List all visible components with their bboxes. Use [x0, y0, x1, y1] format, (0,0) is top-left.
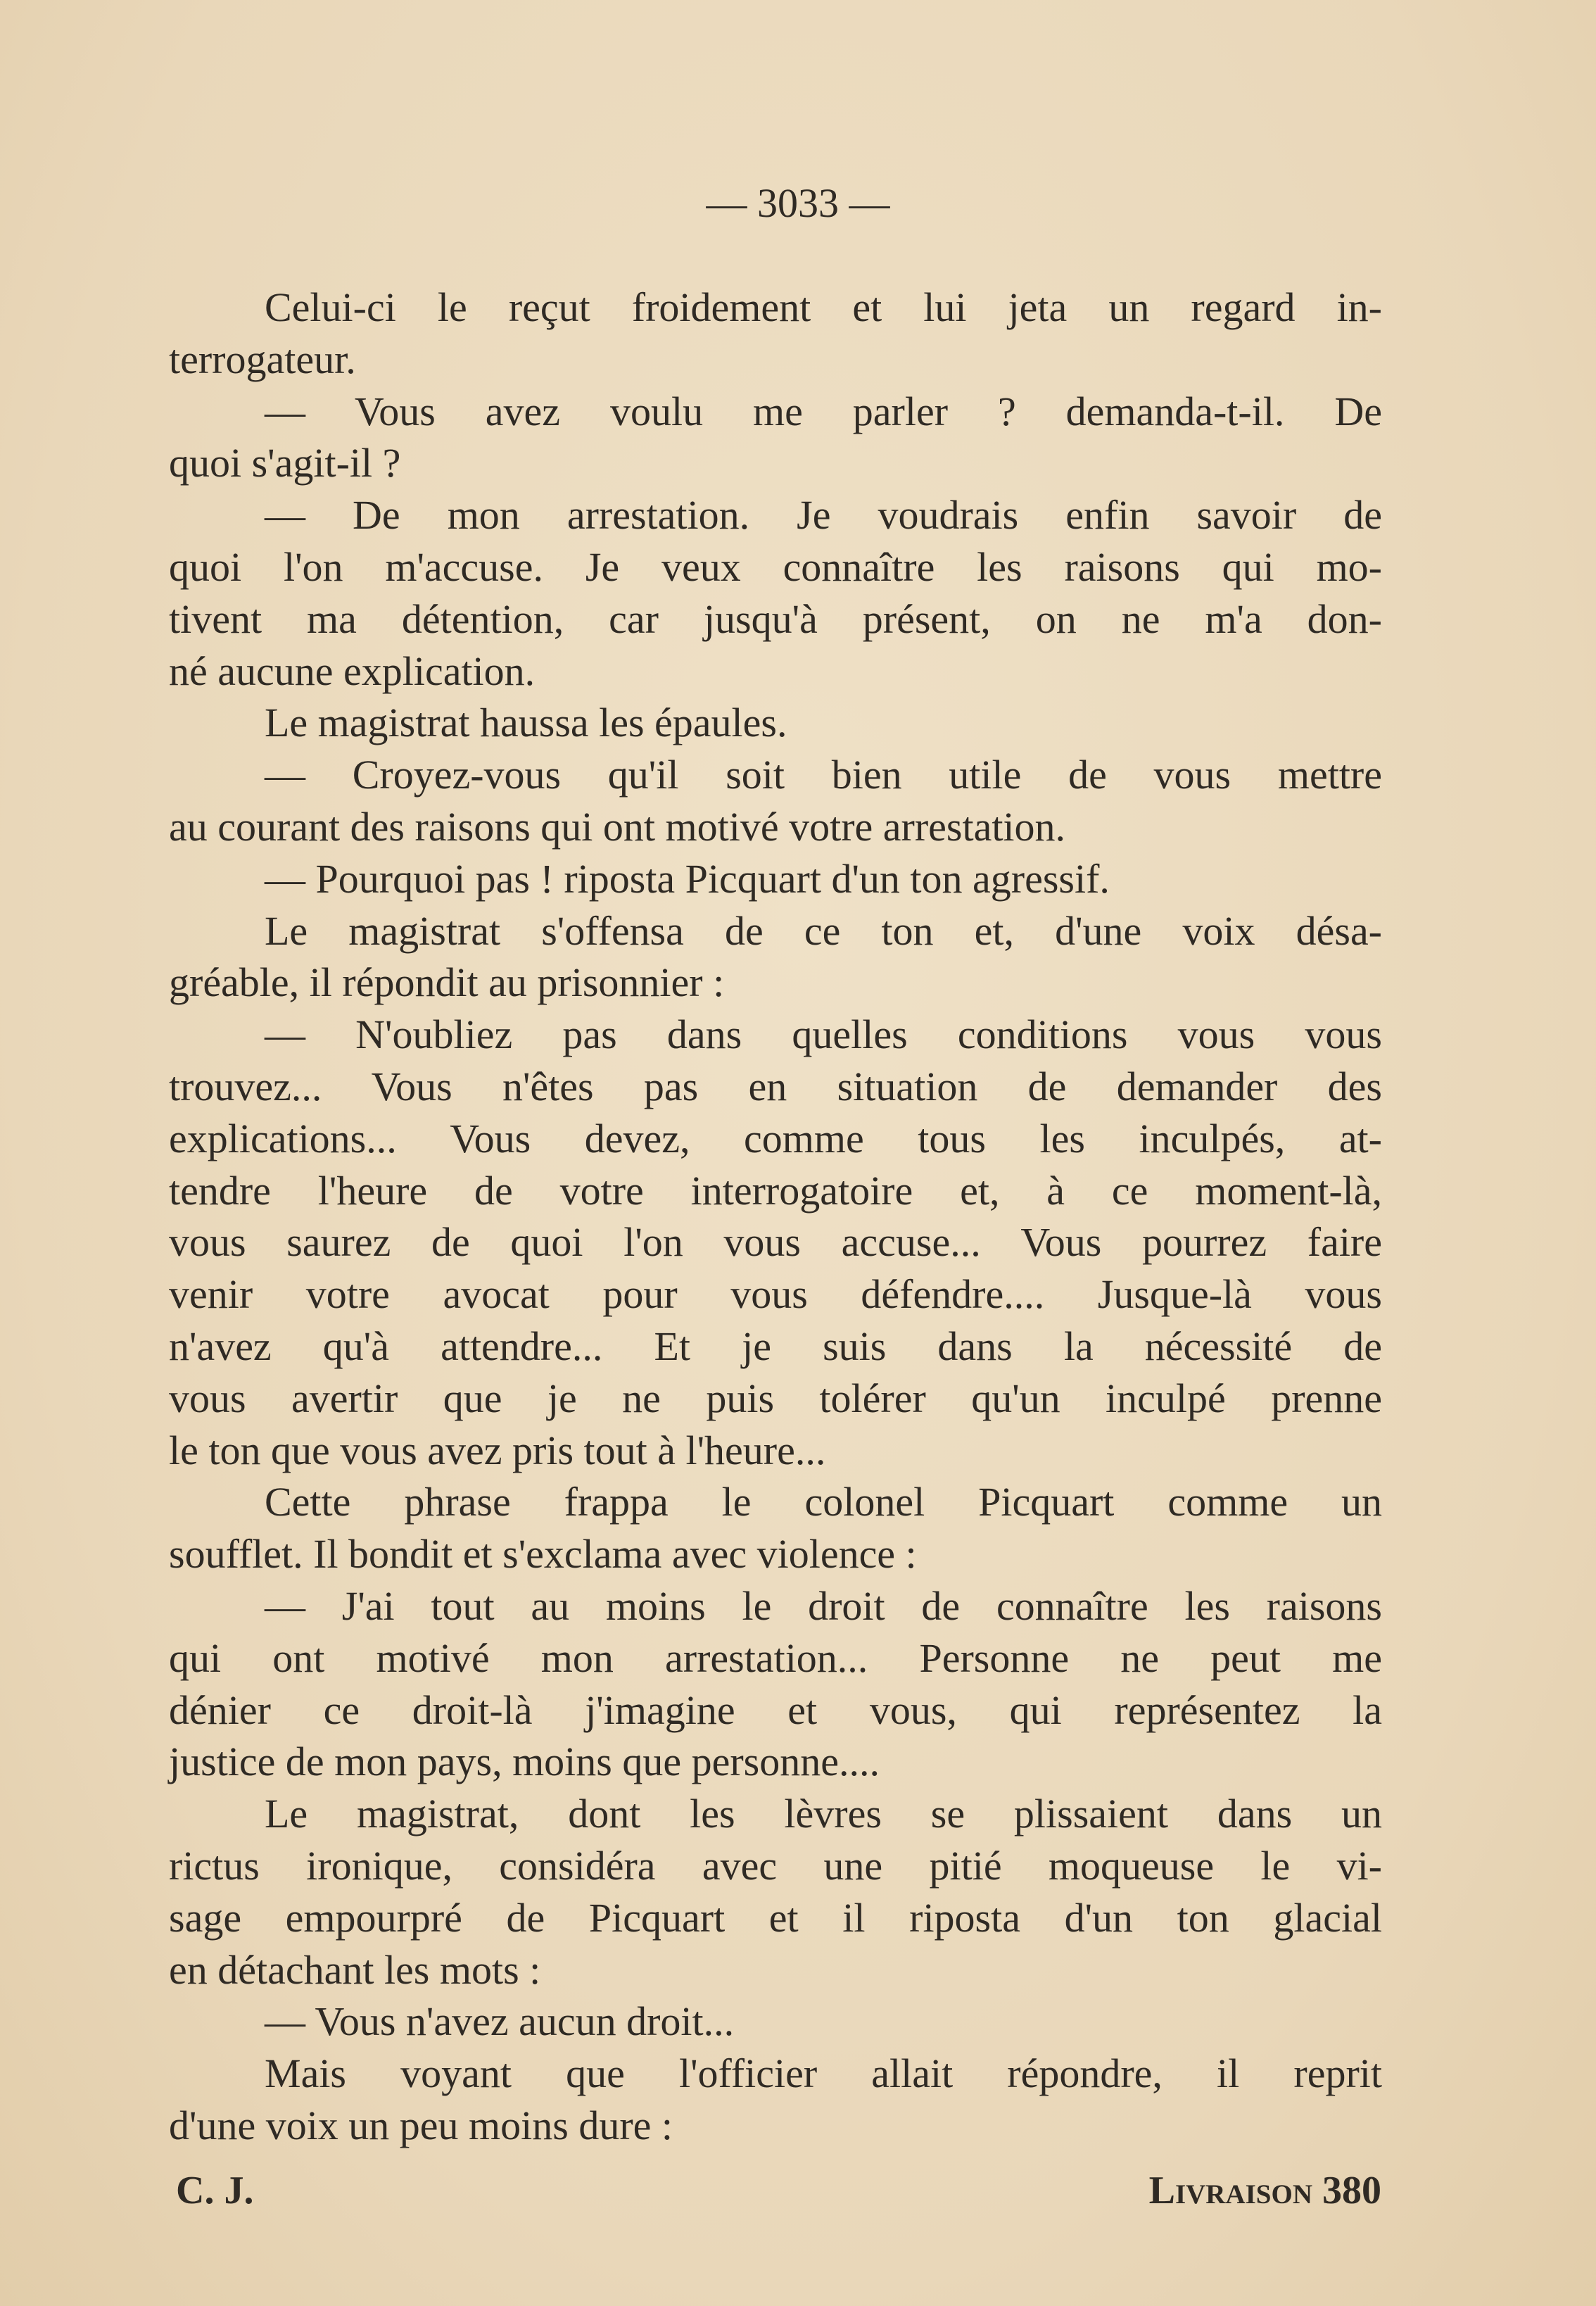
text-line: — De mon arrestation. Je voudrais enfin savoir de — [265, 492, 1382, 538]
text-line: — Croyez-vous qu'il soit bien utile de vous mettre — [265, 752, 1382, 798]
text-line: n'avez qu'à attendre... Et je suis dans la nécessité de — [169, 1323, 1382, 1369]
text-line: tendre l'heure de votre interrogatoire et, à ce moment-là, — [169, 1167, 1382, 1214]
text-line: terrogateur. — [169, 336, 356, 382]
text-line: au courant des raisons qui ont motivé votre arrestation. — [169, 803, 1066, 850]
text-line: quoi l'on m'accuse. Je veux connaître les raisons qui mo- — [169, 543, 1382, 590]
text-line: rictus ironique, considéra avec une pitié moqueuse le vi- — [169, 1842, 1382, 1889]
text-line: Le magistrat s'offensa de ce ton et, d'une voix désa- — [265, 907, 1382, 954]
text-line: dénier ce droit-là j'imagine et vous, qui représentez la — [169, 1687, 1382, 1733]
text-line: qui ont motivé mon arrestation... Personne ne peut me — [169, 1634, 1382, 1681]
text-line: — Pourquoi pas ! riposta Picquart d'un ton agressif. — [265, 855, 1110, 902]
text-line: quoi s'agit-il ? — [169, 440, 401, 486]
footer-livraison: Livraison 380 — [1148, 2169, 1381, 2212]
footer-signature: C. J. — [176, 2169, 254, 2212]
text-line: trouvez... Vous n'êtes pas en situation de demander des — [169, 1063, 1382, 1109]
text-line: Le magistrat, dont les lèvres se plissaient dans un — [265, 1791, 1382, 1837]
text-line: explications... Vous devez, comme tous les inculpés, at- — [169, 1115, 1382, 1161]
text-line: d'une voix un peu moins dure : — [169, 2102, 673, 2148]
body-text — [169, 282, 1382, 2152]
text-line: Cette phrase frappa le colonel Picquart comme un — [265, 1479, 1382, 1525]
text-line: soufflet. Il bondit et s'exclama avec violence : — [169, 1531, 917, 1577]
text-line: — J'ai tout au moins le droit de connaître les raisons — [265, 1582, 1382, 1629]
text-line: Celui-ci le reçut froidement et lui jeta un regard in- — [265, 284, 1382, 330]
text-line: tivent ma détention, car jusqu'à présent, on ne m'a don- — [169, 596, 1382, 642]
text-line: venir votre avocat pour vous défendre.... Jusque-là vous — [169, 1271, 1382, 1318]
text-line: — Vous n'avez aucun droit... — [265, 1998, 735, 2045]
text-line: vous avertir que je ne puis tolérer qu'un inculpé prenne — [169, 1375, 1382, 1421]
text-line: en détachant les mots : — [169, 1946, 541, 1993]
text-line: Le magistrat haussa les épaules. — [265, 700, 787, 746]
text-line: vous saurez de quoi l'on vous accuse... Vous pourrez faire — [169, 1219, 1382, 1266]
text-line: gréable, il répondit au prisonnier : — [169, 959, 725, 1006]
text-line: — Vous avez voulu me parler ? demanda-t-il. De — [265, 388, 1382, 434]
text-line: sage empourpré de Picquart et il riposta d'un ton glacial — [169, 1894, 1382, 1941]
text-line: justice de mon pays, moins que personne.... — [169, 1739, 880, 1785]
text-line: le ton que vous avez pris tout à l'heure... — [169, 1427, 826, 1473]
text-line: né aucune explication. — [169, 648, 536, 694]
page-number: — 3033 — — [706, 180, 890, 226]
text-line: — N'oubliez pas dans quelles conditions vous vous — [265, 1012, 1382, 1058]
text-line: Mais voyant que l'officier allait répondre, il reprit — [265, 2050, 1382, 2097]
